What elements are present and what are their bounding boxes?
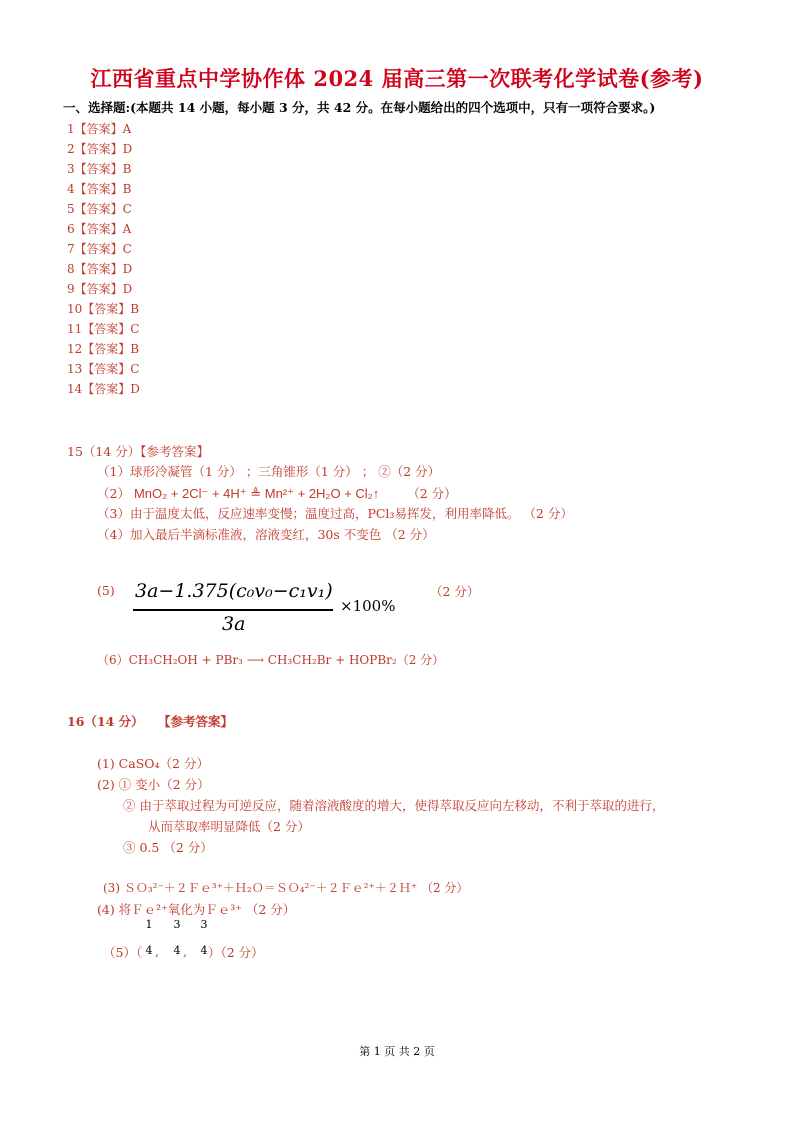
q15-answer-3: （3）由于温度太低，反应速率变慢；温度过高，PCl₃易挥发，利用率降低。 （2 分） [97,506,573,521]
formula-denominator: 3a [222,613,246,635]
fraction-separator: , [183,944,187,959]
q15-answer-2 [97,484,457,502]
page-title: 江西省重点中学协作体 2024 届高三第一次联考化学试卷(参考) [90,66,704,91]
q15-answer-2-score: （2 分） [407,486,457,501]
fraction-numerator: 3 [173,918,181,931]
q16-answer-2: (2) ① 变小（2 分） [97,777,210,792]
q16-answer-2c: ③ 0.5 （2 分） [123,840,213,855]
fraction-separator: , [155,944,159,959]
answer-item: 1【答案】A [67,122,132,136]
page-footer: 第 1 页 共 2 页 [359,1045,435,1058]
q16-answer-2b-line2: 从而萃取率明显降低（2 分） [148,819,310,834]
q15-answer-1: （1）球形冷凝管（1 分） ；三角锥形（1 分） ； ②（2 分） [97,464,441,479]
fraction-bar [133,609,333,611]
answer-item: 6【答案】A [67,222,132,236]
fraction-denominator: 4 [145,944,153,957]
q16-header [67,712,233,730]
formula-numerator: 3a−1.375(c₀v₀−c₁v₁) [135,580,333,602]
q15-answer-6: （6）CH₃CH₂OH + PBr₃ ⟶ CH₃CH₂Br + HOPBr₂（2 分） [97,653,445,667]
answer-item: 12【答案】B [67,342,140,356]
q16-header-num: 16（14 分） [67,714,144,729]
fraction-denominator: 4 [200,944,208,957]
answer-item: 3【答案】B [67,162,132,176]
answer-item: 2【答案】D [67,142,133,156]
fraction-numerator: 3 [200,918,208,931]
section-heading-choice: 一、选择题:(本题共 14 小题，每小题 3 分，共 42 分。在每小题给出的四个选项中，只有一项符合要求。) [63,100,656,115]
q15-answer-5-score: （2 分） [430,584,480,599]
q15-header: 15（14 分）【参考答案】 [67,444,210,459]
answer-item: 4【答案】B [67,182,132,196]
q16-answer-5-label: （5）（ [103,945,143,960]
answer-item: 14【答案】D [67,382,140,396]
q15-answer-4: （4）加入最后半滴标准液，溶液变红，30s 不变色 （2 分） [97,527,435,542]
q16-answer-3: (3) ＳＯ₃²⁻＋２Ｆｅ³⁺＋Ｈ₂Ｏ＝ＳＯ₄²⁻＋２Ｆｅ²⁺＋２Ｈ⁺ （2 分） [103,881,469,895]
answer-item: 5【答案】C [67,202,132,216]
answer-item: 7【答案】C [67,242,132,256]
q16-answer-4: (4) 将Ｆｅ²⁺氧化为Ｆｅ³⁺ （2 分） [97,902,296,917]
q15-answer-5-label: (5) [97,583,115,598]
answer-item: 8【答案】D [67,262,133,276]
q16-answer-1: (1) CaSO₄（2 分） [97,756,209,771]
answer-item: 13【答案】C [67,362,140,376]
fraction-numerator: 1 [145,918,153,931]
fraction-denominator: 4 [173,944,181,957]
q16-answer-5-tail: ）（2 分） [208,945,264,960]
formula-percent: ×100% [340,597,396,615]
q15-answer-2-label: （2） [97,486,130,501]
answer-item: 10【答案】B [67,302,140,316]
q16-answer-2b-line1: ② 由于萃取过程为可逆反应，随着溶液酸度的增大，使得萃取反应向左移动，不利于萃取的进行， [123,798,665,813]
answer-item: 11【答案】C [67,322,140,336]
answer-item: 9【答案】D [67,282,133,296]
q16-header-label: 【参考答案】 [158,714,234,729]
q15-equation: MnO₂ + 2Cl⁻ + 4H⁺ ≜ Mn²⁺ + 2H₂O + Cl₂↑ [133,486,380,501]
